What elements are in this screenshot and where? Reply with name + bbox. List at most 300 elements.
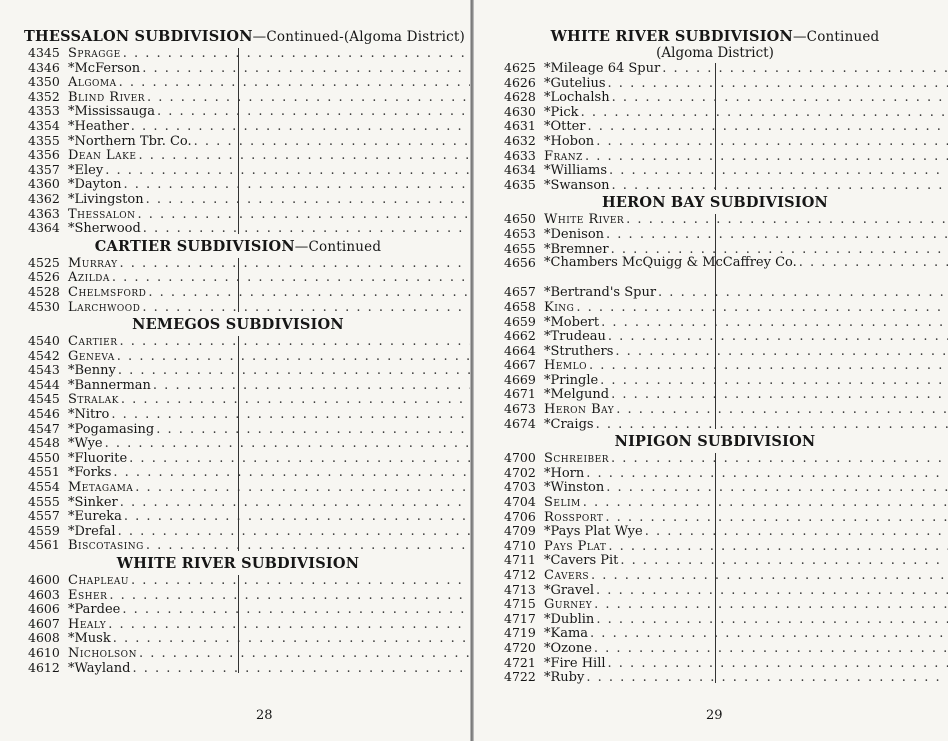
station-row — [28, 285, 470, 300]
station-name: *Drefal — [68, 523, 116, 539]
station-row — [28, 163, 470, 178]
section-title-text: NEMEGOS SUBDIVISION — [132, 316, 344, 334]
station-name: Cartier — [68, 334, 118, 349]
dot-leader — [590, 627, 948, 641]
station-number: 4530 — [28, 299, 60, 314]
station-number: 4356 — [28, 148, 60, 163]
station-name: *Pays Plat Wye — [544, 524, 643, 539]
station-row — [504, 373, 948, 388]
station-row — [504, 626, 948, 641]
dot-leader — [105, 437, 470, 451]
station-name: *Mileage 64 Spur — [544, 61, 661, 76]
station-name: *Nitro — [68, 407, 110, 422]
dot-leader — [594, 598, 948, 612]
section-title-text: CARTIER SUBDIVISION — [94, 237, 295, 255]
station-name: Nicholson — [68, 645, 137, 661]
station-number: 4634 — [504, 163, 536, 178]
station-number: 4704 — [504, 495, 536, 510]
station-number: 4711 — [504, 553, 536, 568]
station-row — [504, 285, 948, 300]
station-row — [504, 451, 948, 466]
section-continued: —Continued-(Algoma District) — [252, 29, 465, 45]
station-name: *Trudeau — [544, 329, 606, 344]
station-name: *Ruby — [544, 670, 585, 685]
dot-leader — [138, 208, 471, 222]
station-name: Dean Lake — [68, 148, 137, 163]
station-name: *Musk — [68, 631, 111, 646]
station-name: *Gutelius — [544, 75, 606, 91]
station-name: *Horn — [544, 465, 585, 481]
station-number: 4540 — [28, 334, 60, 349]
station-row — [28, 192, 470, 207]
section-title — [500, 433, 930, 451]
station-name: Cavers — [544, 568, 590, 583]
station-name: *Eley — [68, 162, 104, 178]
station-name: *Fire Hill — [544, 655, 606, 671]
station-name: *Forks — [68, 465, 112, 481]
station-table — [24, 334, 452, 553]
station-row — [504, 227, 948, 242]
station-name: White River — [544, 212, 625, 227]
station-row — [28, 573, 470, 588]
dot-leader — [645, 525, 948, 539]
station-name: *Swanson — [544, 177, 610, 193]
station-name: *McFerson — [68, 60, 141, 76]
dot-leader — [143, 222, 470, 236]
station-name: *Ozone — [544, 640, 592, 656]
station-number: 4603 — [28, 587, 60, 602]
station-name: Biscotasing — [68, 538, 144, 553]
station-number: 4721 — [504, 655, 536, 670]
station-number: 4544 — [28, 377, 60, 392]
station-name: Azilda — [68, 270, 110, 285]
station-name: *Cavers Pit — [544, 553, 619, 568]
dot-leader — [105, 164, 470, 178]
station-number: 4360 — [28, 177, 60, 192]
station-row — [28, 104, 470, 119]
station-table — [500, 212, 930, 431]
station-name: *Bannerman — [68, 377, 151, 393]
page-left — [0, 0, 470, 741]
station-number: 4717 — [504, 611, 536, 626]
station-row — [28, 392, 470, 407]
station-column-left — [24, 256, 470, 314]
dot-leader — [608, 77, 948, 91]
station-row — [504, 300, 948, 315]
station-row — [28, 588, 470, 603]
station-name: Gurney — [544, 597, 593, 612]
station-name: *Denison — [544, 226, 605, 242]
station-name: *Fluorite — [68, 450, 128, 466]
station-name: Spragge — [68, 46, 121, 61]
dot-leader — [153, 379, 470, 393]
station-number: 4713 — [504, 582, 536, 597]
dot-leader — [581, 106, 948, 120]
station-name: *Mississauga — [68, 104, 156, 119]
section-continued: —Continued — [792, 29, 880, 45]
station-name: Heron Bay — [544, 402, 615, 417]
station-number: 4606 — [28, 602, 60, 617]
dot-leader — [108, 618, 470, 632]
station-row — [28, 61, 470, 76]
section-title — [500, 28, 930, 46]
station-number: 4550 — [28, 450, 60, 465]
dot-leader — [608, 330, 948, 344]
station-number: 4610 — [28, 645, 60, 660]
station-number: 4702 — [504, 465, 536, 480]
station-name: Esher — [68, 587, 108, 603]
dot-leader — [596, 613, 948, 627]
dot-leader — [586, 671, 948, 685]
station-row — [504, 119, 948, 134]
station-number: 4353 — [28, 104, 60, 119]
station-name: *Chambers McQuigg & McCaffrey Co. — [544, 256, 797, 271]
station-number: 4363 — [28, 206, 60, 221]
dot-leader — [121, 393, 470, 407]
section-continued: —Continued — [294, 238, 382, 255]
section-title-text: THESSALON SUBDIVISION — [24, 28, 253, 45]
dot-leader — [119, 335, 470, 349]
station-row — [504, 568, 948, 583]
station-name: *Livingston — [68, 191, 144, 207]
dot-leader — [123, 178, 470, 192]
dot-leader — [135, 481, 470, 495]
section-title — [24, 316, 452, 334]
station-number: 4633 — [504, 148, 536, 163]
dot-leader — [585, 150, 948, 164]
station-number: 4608 — [28, 631, 60, 646]
dot-leader — [606, 481, 948, 495]
dot-leader — [588, 120, 948, 134]
station-row — [504, 134, 948, 149]
station-row — [504, 344, 948, 359]
station-column-left — [24, 334, 470, 553]
section-title-text: NIPIGON SUBDIVISION — [614, 433, 816, 451]
dot-leader — [605, 511, 948, 525]
station-row — [28, 451, 470, 466]
station-row — [28, 134, 470, 149]
station-row — [28, 46, 470, 61]
station-number: 4706 — [504, 509, 536, 524]
station-name: *Heather — [68, 118, 129, 134]
station-row — [504, 163, 948, 178]
station-row — [504, 242, 948, 257]
dot-leader — [122, 603, 470, 617]
station-number: 4346 — [28, 60, 60, 75]
station-number: 4703 — [504, 480, 536, 495]
station-row — [28, 617, 470, 632]
section-title — [24, 555, 452, 573]
station-name: Selim — [544, 495, 581, 510]
dot-leader — [596, 418, 948, 432]
station-table — [500, 61, 930, 192]
dot-leader — [662, 62, 948, 76]
station-number: 4526 — [28, 270, 60, 285]
dot-leader — [608, 540, 948, 554]
station-row — [28, 90, 470, 105]
station-row — [504, 597, 948, 612]
dot-leader — [615, 345, 948, 359]
station-row — [28, 221, 470, 236]
dot-leader — [589, 359, 948, 373]
dot-leader — [612, 179, 948, 193]
station-name: *Pogamasing — [68, 421, 155, 437]
station-row — [28, 422, 470, 437]
station-name: Murray — [68, 255, 118, 271]
page-number: 28 — [256, 708, 273, 723]
station-row — [28, 602, 470, 617]
station-name: Stralak — [68, 392, 119, 408]
dot-leader — [146, 193, 470, 207]
dot-leader — [131, 120, 470, 134]
station-row — [504, 90, 948, 105]
station-number: 4600 — [28, 573, 60, 587]
station-number: 4635 — [504, 177, 536, 192]
station-name: Geneva — [68, 348, 115, 364]
dot-leader — [611, 452, 948, 466]
station-name: *Pardee — [68, 602, 121, 617]
dot-leader — [194, 135, 470, 149]
dot-leader — [583, 496, 948, 510]
station-name: *Hobon — [544, 133, 595, 149]
station-row — [28, 661, 470, 676]
station-number: 4345 — [28, 46, 60, 60]
station-row — [504, 480, 948, 495]
dot-leader — [142, 62, 470, 76]
station-name: *Williams — [544, 163, 608, 178]
station-number: 4559 — [28, 523, 60, 538]
station-number: 4628 — [504, 90, 536, 105]
station-name: *Mobert — [544, 314, 600, 330]
station-name: *Melgund — [544, 387, 610, 403]
dot-leader — [148, 286, 470, 300]
station-row — [504, 553, 948, 568]
station-number: 4658 — [504, 299, 536, 314]
station-number: 4528 — [28, 284, 60, 299]
station-row — [28, 349, 470, 364]
station-number: 4650 — [504, 212, 536, 227]
dot-leader — [124, 510, 470, 524]
station-number: 4664 — [504, 343, 536, 358]
station-name: Rossport — [544, 509, 604, 525]
station-number: 4350 — [28, 75, 60, 90]
station-column-left — [24, 46, 470, 236]
station-number: 4671 — [504, 387, 536, 402]
station-row — [504, 387, 948, 402]
station-name: *Kama — [544, 626, 589, 641]
dot-leader — [600, 374, 948, 388]
dot-leader — [111, 408, 470, 422]
station-number: 4355 — [28, 133, 60, 148]
dot-leader — [594, 642, 948, 656]
station-name: *Sinker — [68, 494, 118, 510]
station-row — [28, 148, 470, 163]
section-title — [24, 28, 465, 46]
dot-leader — [616, 403, 948, 417]
station-name: Chelmsford — [68, 284, 147, 300]
station-row — [28, 119, 470, 134]
dot-leader — [112, 271, 470, 285]
station-row — [28, 207, 470, 222]
station-name: Algoma — [68, 75, 117, 90]
station-number: 4653 — [504, 226, 536, 241]
station-name: *Winston — [544, 480, 605, 496]
station-number: 4555 — [28, 494, 60, 509]
station-number: 4547 — [28, 421, 60, 436]
dot-leader — [611, 388, 948, 402]
station-row — [504, 466, 948, 481]
station-row — [28, 177, 470, 192]
station-table — [500, 451, 930, 685]
dot-leader — [156, 423, 470, 437]
station-row — [504, 670, 948, 685]
station-name: Franz — [544, 148, 583, 164]
station-row — [28, 436, 470, 451]
station-number: 4543 — [28, 363, 60, 378]
station-name: Hemlo — [544, 358, 587, 373]
station-number: 4656 — [504, 256, 536, 271]
station-row — [504, 539, 948, 554]
station-name: Chapleau — [68, 573, 129, 588]
station-table — [24, 573, 452, 675]
station-column-left — [500, 451, 948, 685]
dot-leader — [146, 539, 470, 553]
station-name: Schreiber — [544, 451, 610, 466]
dot-leader — [586, 467, 948, 481]
station-row — [28, 300, 470, 315]
dot-leader — [157, 105, 470, 119]
station-row — [28, 407, 470, 422]
dot-leader — [132, 662, 470, 676]
station-row — [504, 358, 948, 373]
station-row — [504, 612, 948, 627]
station-name: *Bertrand's Spur — [544, 285, 657, 300]
station-row — [504, 149, 948, 164]
station-row — [28, 524, 470, 539]
station-number: 4607 — [28, 616, 60, 631]
dot-leader — [612, 91, 948, 105]
station-column-left — [500, 61, 948, 192]
dot-leader — [606, 228, 948, 242]
station-name: *Lochalsh — [544, 90, 610, 105]
station-row — [28, 509, 470, 524]
station-number: 4357 — [28, 162, 60, 177]
dot-leader — [596, 584, 948, 598]
station-name: *Gravel — [544, 582, 595, 598]
station-number: 4667 — [504, 358, 536, 373]
station-number: 4354 — [28, 118, 60, 133]
dot-leader — [129, 452, 470, 466]
station-row — [504, 656, 948, 671]
dot-leader — [591, 569, 948, 583]
station-name: *Northern Tbr. Co. — [68, 133, 192, 149]
dot-leader — [139, 647, 470, 661]
dot-leader — [113, 466, 470, 480]
page-left-content — [24, 28, 465, 677]
station-name: Metagama — [68, 480, 134, 495]
station-number: 4709 — [504, 524, 536, 539]
station-row — [28, 465, 470, 480]
page-right-content — [500, 28, 930, 687]
station-number: 4722 — [504, 670, 536, 685]
station-row — [28, 270, 470, 285]
station-column-left — [24, 573, 470, 675]
station-row — [504, 76, 948, 91]
station-name: Blind River — [68, 89, 145, 105]
station-number: 4561 — [28, 538, 60, 553]
station-number: 4352 — [28, 89, 60, 104]
station-row — [504, 178, 948, 193]
station-name: Healy — [68, 616, 107, 632]
dot-leader — [117, 350, 470, 364]
dot-leader — [118, 525, 470, 539]
station-number: 4712 — [504, 568, 536, 582]
station-name: *Sherwood — [68, 221, 141, 236]
section-title-text: WHITE RIVER SUBDIVISION — [550, 28, 793, 45]
station-number: 4659 — [504, 314, 536, 329]
station-name: *Struthers — [544, 343, 614, 359]
station-row — [504, 61, 948, 76]
station-number: 4662 — [504, 329, 536, 344]
dot-leader — [138, 149, 470, 163]
station-row — [28, 75, 470, 90]
dot-leader — [142, 301, 470, 315]
dot-leader — [113, 632, 470, 646]
station-number: 4626 — [504, 75, 536, 90]
station-row — [28, 495, 470, 510]
station-row — [28, 646, 470, 661]
station-column-left — [500, 212, 948, 431]
station-number: 4557 — [28, 509, 60, 524]
station-name: *Wayland — [68, 660, 131, 676]
section-subtitle: (Algoma District) — [656, 45, 774, 61]
station-name: *Dayton — [68, 177, 122, 192]
dot-leader — [119, 76, 470, 90]
station-row — [28, 538, 470, 553]
dot-leader — [609, 164, 948, 178]
station-number: 4551 — [28, 465, 60, 480]
station-row — [28, 363, 470, 378]
station-number: 4720 — [504, 640, 536, 655]
station-name: *Pick — [544, 104, 579, 120]
dot-leader — [123, 47, 470, 61]
station-row — [504, 256, 948, 285]
station-row — [28, 378, 470, 393]
station-name: *Craigs — [544, 416, 594, 432]
dot-leader — [658, 286, 948, 300]
section-title-text: WHITE RIVER SUBDIVISION — [116, 555, 360, 572]
station-number: 4715 — [504, 597, 536, 612]
station-name: *Bremner — [544, 241, 609, 257]
dot-leader — [799, 256, 948, 271]
station-row — [504, 524, 948, 539]
station-row — [504, 212, 948, 227]
dot-leader — [120, 496, 470, 510]
section-title — [500, 194, 930, 212]
station-number: 4669 — [504, 372, 536, 387]
station-row — [504, 329, 948, 344]
section-title — [24, 238, 452, 256]
station-number: 4655 — [504, 241, 536, 256]
station-number: 4362 — [28, 191, 60, 206]
section-title-text: HERON BAY SUBDIVISION — [601, 194, 829, 212]
station-name: Larchwood — [68, 299, 141, 315]
station-number: 4546 — [28, 407, 60, 422]
station-number: 4673 — [504, 402, 536, 417]
dot-leader — [109, 589, 470, 603]
station-table — [24, 46, 452, 236]
dot-leader — [626, 213, 948, 227]
